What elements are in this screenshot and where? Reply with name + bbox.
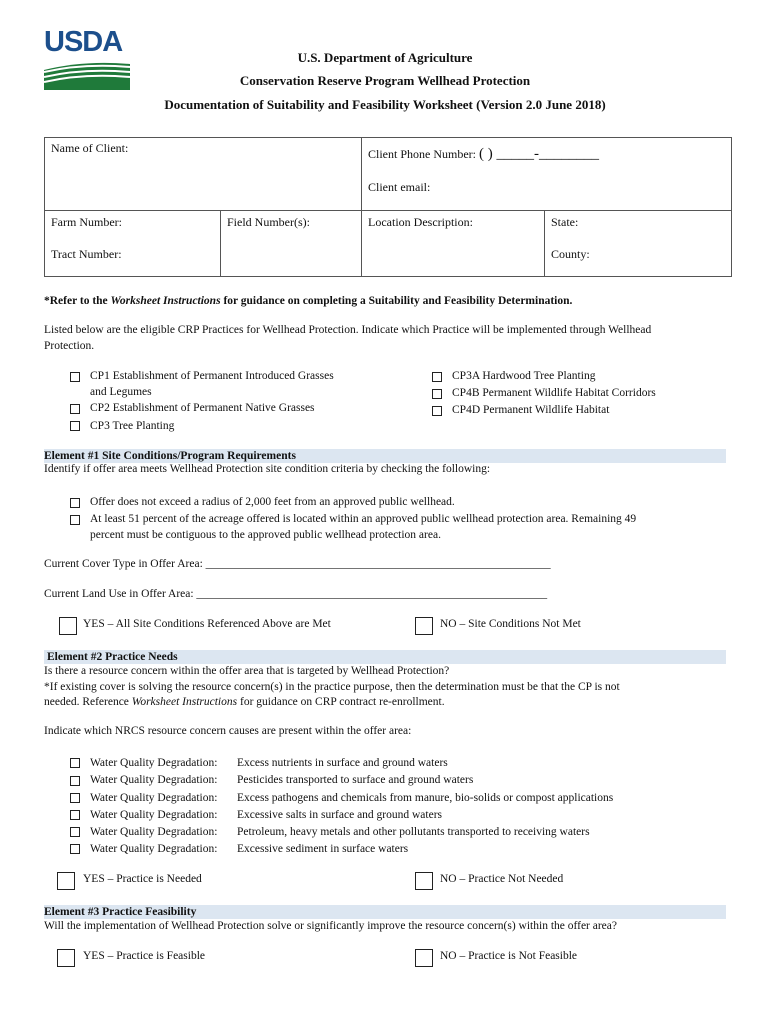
cp3-checkbox[interactable] <box>70 421 80 431</box>
current-land-use-field[interactable]: Current Land Use in Offer Area: _____________________________________________________________ <box>44 588 548 600</box>
location-description-label: Location Description: <box>368 215 473 229</box>
concern-desc: Pesticides transported to surface and ground waters <box>237 774 474 786</box>
header-title: Documentation of Suitability and Feasibility Worksheet (Version 2.0 June 2018) <box>164 97 606 112</box>
client-name-cell[interactable] <box>45 138 362 211</box>
client-email-label: Client email: <box>368 179 431 194</box>
county-label: County: <box>551 247 590 261</box>
element2-title: Element #2 Practice Needs <box>44 650 726 664</box>
concern-pollutants-checkbox[interactable] <box>70 827 80 837</box>
state-label: State: <box>551 215 579 229</box>
concern-desc: Excess nutrients in surface and ground waters <box>237 757 448 769</box>
concern-nutrients-checkbox[interactable] <box>70 758 80 768</box>
concern-sediment-checkbox[interactable] <box>70 844 80 854</box>
element3-yes-label: YES – Practice is Feasible <box>83 950 206 962</box>
field-number-cell[interactable] <box>221 211 362 277</box>
element2-note-cont <box>44 696 445 708</box>
usda-logo-text: USDA <box>44 26 123 58</box>
concern-label: Water Quality Degradation: <box>90 809 218 821</box>
element1-desc: Identify if offer area meets Wellhead Protection site condition criteria by checking the following: <box>44 463 491 475</box>
cp4b-checkbox[interactable] <box>432 389 442 399</box>
element2-no-checkbox[interactable] <box>415 872 433 890</box>
location-description-cell[interactable] <box>362 211 545 277</box>
element2-note-suffix: for guidance on CRP contract re-enrollment. <box>237 696 445 708</box>
cp2-checkbox[interactable] <box>70 404 80 414</box>
concern-label: Water Quality Degradation: <box>90 843 218 855</box>
cp1-label: CP1 Establishment of Permanent Introduced Grasses <box>90 370 334 382</box>
concern-desc: Excessive salts in surface and ground waters <box>237 809 443 821</box>
element2-note: *If existing cover is solving the resource concern(s) in the practice purpose, then the determination must be that the CP is not <box>44 681 620 693</box>
client-phone-template: ( ) _____-________ <box>479 146 599 162</box>
element1-radius-label: Offer does not exceed a radius of 2,000 feet from an approved public wellhead. <box>90 496 455 508</box>
element1-no-label: NO – Site Conditions Not Met <box>440 618 581 630</box>
header-agency: U.S. Department of Agriculture <box>297 50 473 65</box>
element2-note-prefix: needed. Reference <box>44 696 132 708</box>
client-phone-label: Client Phone Number: <box>368 147 476 161</box>
current-cover-type-field[interactable]: Current Cover Type in Offer Area: ____________________________________________________________ <box>44 558 551 570</box>
tract-number-label: Tract Number: <box>51 247 122 261</box>
element1-no-checkbox[interactable] <box>415 617 433 635</box>
element3-yes-checkbox[interactable] <box>57 949 75 967</box>
refer-italic: Worksheet Instructions <box>110 295 221 307</box>
client-name-label: Name of Client: <box>51 141 129 155</box>
cp4d-checkbox[interactable] <box>432 406 442 416</box>
concern-desc: Excessive sediment in surface waters <box>237 843 409 855</box>
cp1-checkbox[interactable] <box>70 372 80 382</box>
cp3-label: CP3 Tree Planting <box>90 420 175 432</box>
concern-label: Water Quality Degradation: <box>90 826 218 838</box>
element2-yes-checkbox[interactable] <box>57 872 75 890</box>
intro-line-2: Protection. <box>44 340 95 352</box>
refer-note <box>44 295 572 307</box>
farm-number-label: Farm Number: <box>51 215 122 229</box>
state-county-cell[interactable] <box>545 211 732 277</box>
cp4b-label: CP4B Permanent Wildlife Habitat Corridors <box>452 387 656 399</box>
element2-no-label: NO – Practice Not Needed <box>440 873 564 885</box>
refer-suffix: for guidance on completing a Suitability and Feasibility Determination. <box>220 295 573 307</box>
concern-label: Water Quality Degradation: <box>90 792 218 804</box>
element3-no-label: NO – Practice is Not Feasible <box>440 950 578 962</box>
client-info-table <box>44 137 732 277</box>
concern-pesticides-checkbox[interactable] <box>70 776 80 786</box>
element2-note-italic: Worksheet Instructions <box>131 696 238 708</box>
concern-desc: Petroleum, heavy metals and other pollutants transported to receiving waters <box>237 826 590 838</box>
header-program: Conservation Reserve Program Wellhead Protection <box>239 73 531 88</box>
concern-pathogens-checkbox[interactable] <box>70 793 80 803</box>
cp3a-label: CP3A Hardwood Tree Planting <box>452 370 596 382</box>
element1-acreage-checkbox[interactable] <box>70 515 80 525</box>
element2-indicate: Indicate which NRCS resource concern causes are present within the offer area: <box>44 725 412 737</box>
cp1-label-cont: and Legumes <box>90 386 152 398</box>
farm-tract-cell[interactable] <box>45 211 221 277</box>
element1-yes-checkbox[interactable] <box>59 617 77 635</box>
concern-label: Water Quality Degradation: <box>90 774 218 786</box>
element3-desc: Will the implementation of Wellhead Protection solve or significantly improve the resource concern(s) within the offer area? <box>44 920 617 932</box>
element1-radius-checkbox[interactable] <box>70 498 80 508</box>
field-number-label: Field Number(s): <box>227 215 310 229</box>
element2-yes-label: YES – Practice is Needed <box>83 873 202 885</box>
element2-question: Is there a resource concern within the offer area that is targeted by Wellhead Protection? <box>44 665 450 677</box>
concern-label: Water Quality Degradation: <box>90 757 218 769</box>
concern-salts-checkbox[interactable] <box>70 810 80 820</box>
element1-yes-label: YES – All Site Conditions Referenced Above are Met <box>83 618 331 630</box>
cp3a-checkbox[interactable] <box>432 372 442 382</box>
cp2-label: CP2 Establishment of Permanent Native Grasses <box>90 402 315 414</box>
element1-acreage-label: At least 51 percent of the acreage offered is located within an approved public wellhead protection area. Remaining 49 <box>90 513 637 525</box>
element3-no-checkbox[interactable] <box>415 949 433 967</box>
cp4d-label: CP4D Permanent Wildlife Habitat <box>452 404 610 416</box>
element1-acreage-label-cont: percent must be contiguous to the approved public wellhead protection area. <box>90 529 441 541</box>
client-email-cell[interactable] <box>362 175 732 211</box>
element1-title: Element #1 Site Conditions/Program Requirements <box>44 449 726 463</box>
refer-prefix: *Refer to the <box>44 295 111 307</box>
concern-desc: Excess pathogens and chemicals from manure, bio-solids or compost applications <box>237 792 614 804</box>
element3-title: Element #3 Practice Feasibility <box>44 905 726 919</box>
client-phone-cell[interactable] <box>362 138 732 175</box>
intro-line-1: Listed below are the eligible CRP Practices for Wellhead Protection. Indicate which Practice will be implemented through Wellhead <box>44 324 652 336</box>
